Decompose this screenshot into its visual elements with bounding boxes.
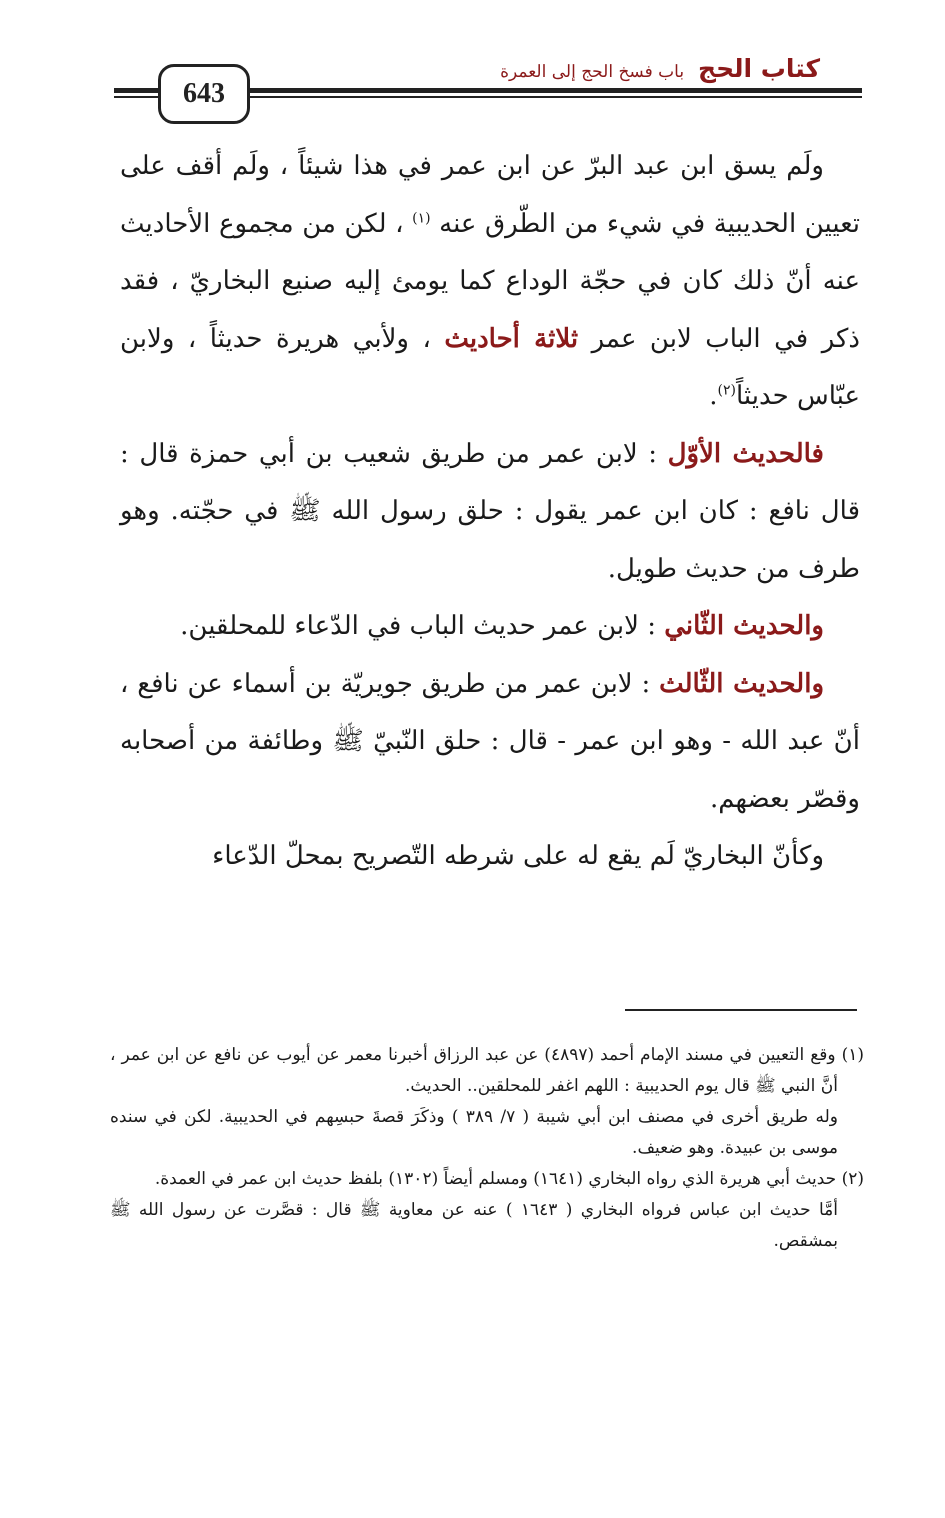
paragraph-3 xyxy=(120,598,860,656)
paragraph-5: وكأنّ البخاريّ لَم يقع له على شرطه التّصريح بمحلّ الدّعاء xyxy=(212,841,824,871)
heading-third-hadith: والحديث الثّالث xyxy=(659,668,825,699)
footnote-ref-1: (١) xyxy=(412,209,431,226)
book-title: كتاب الحج xyxy=(698,54,820,83)
highlight-three-hadiths: ثلاثة أحاديث xyxy=(444,323,579,354)
paragraph-2 xyxy=(120,426,860,599)
footnote-1-continued: وله طريق أخرى في مصنف ابن أبي شيبة ( ٧/ ٣٨٩ ) وذكَرَ قصةَ حبسِهم في الحديبية. لكن في سنده موسى بن عبيدة. وهو ضعيف. xyxy=(110,1107,838,1158)
heading-first-hadith: فالحديث الأوّل xyxy=(667,438,824,469)
paragraph-1-text: ولَم يسق ابن عبد البرّ عن ابن عمر في هذا شيئاً ، ولَم أقف على تعيين الحديبية في شيء من الطّرق عنه xyxy=(120,151,861,239)
page-number: 643 xyxy=(158,64,250,124)
running-head xyxy=(500,54,820,83)
paragraph-4-text: : لابن عمر من طريق جويريّة بن أسماء عن نافع ، أنّ عبد الله - وهو ابن عمر - قال : حلق النّبيّ ﷺ وطائفة من أصحابه وقصّر بعضهم. xyxy=(120,668,860,814)
page-header xyxy=(114,50,862,110)
paragraph-3-text: : لابن عمر حديث الباب في الدّعاء للمحلقين. xyxy=(180,611,656,641)
heading-second-hadith: والحديث الثّاني xyxy=(664,611,824,641)
paragraph-4 xyxy=(120,656,860,829)
paragraph-2-text: : لابن عمر من طريق شعيب بن أبي حمزة قال : قال نافع : كان ابن عمر يقول : حلق رسول الله ﷺ في حجّته. وهو طرف من حديث طويل. xyxy=(120,438,860,584)
footnotes xyxy=(110,1040,864,1257)
footnote-1: (١) وقع التعيين في مسند الإمام أحمد (٤٨٩٧) عن عبد الرزاق أخبرنا معمر عن أيوب عن نافع عن ابن عمر ، أنَّ النبي ﷺ قال يوم الحديبية : اللهم اغفر للمحلقين.. الحديث. xyxy=(110,1045,864,1096)
paragraph-1-stop: . xyxy=(709,381,718,411)
paragraph-1-continued: ، لكن من مجموع الأحاديث عنه أنّ ذلك كان في حجّة الوداع كما يومئ إليه صنيع البخاريّ ، فقد ذكر في الباب لابن عمر xyxy=(120,208,860,354)
footnote-2: (٢) حديث أبي هريرة الذي رواه البخاري (١٦٤١) ومسلم أيضاً (١٣٠٢) بلفظ حديث ابن عمر في العمدة. xyxy=(154,1169,864,1189)
main-text xyxy=(120,138,860,886)
chapter-title: باب فسخ الحج إلى العمرة xyxy=(500,62,685,82)
footnote-separator xyxy=(625,1009,857,1011)
paragraph-1 xyxy=(120,138,860,426)
footnote-ref-2: (٢) xyxy=(717,382,736,399)
paragraph-1-end: ، ولأبي هريرة حديثاً ، ولابن عبّاس حديثاً xyxy=(120,323,860,411)
footnote-2-continued: أمَّا حديث ابن عباس فرواه البخاري ( ١٦٤٣ ) عنه عن معاوية ﷺ قال : قصَّرت عن رسول الله ﷺ بمشقص. xyxy=(110,1200,838,1251)
